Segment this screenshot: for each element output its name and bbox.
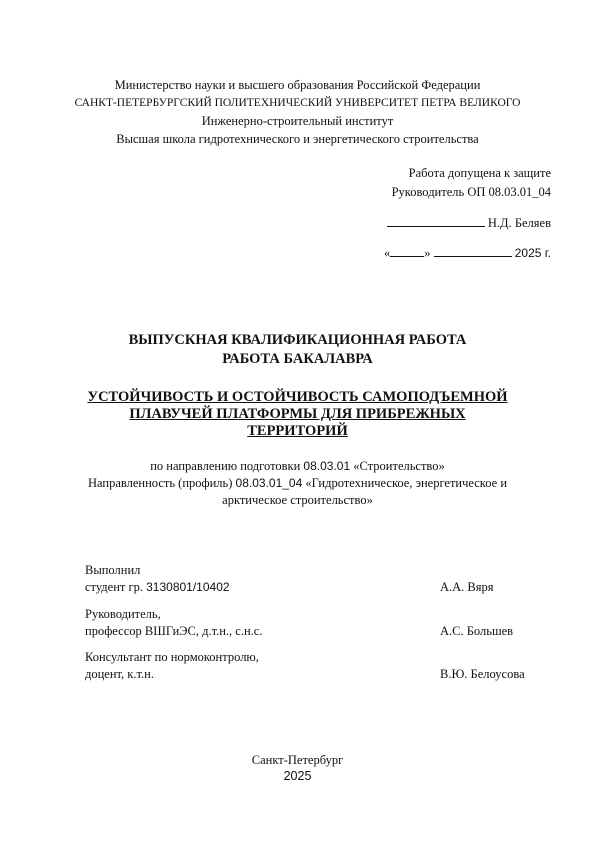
signature-line bbox=[387, 215, 485, 227]
student-name: А.А. Вяря bbox=[440, 580, 494, 594]
school-line: Высшая школа гидротехнического и энергетического строительства bbox=[116, 132, 479, 146]
direction-prefix: по направлению подготовки bbox=[150, 459, 304, 473]
direction-name: «Строительство» bbox=[350, 459, 445, 473]
profile-prefix: Направленность (профиль) bbox=[87, 476, 236, 490]
direction-line-3: арктическое строительство» bbox=[222, 493, 373, 507]
date-day-line bbox=[390, 245, 424, 257]
student-group: 3130801/10402 bbox=[146, 580, 230, 594]
supervisor-name: А.С. Большев bbox=[440, 624, 514, 638]
approval-admitted-line: Работа допущена к защите bbox=[408, 166, 551, 180]
supervisor-position: профессор ВШГиЭС, д.т.н., с.н.с. bbox=[85, 624, 263, 638]
direction-line-1 bbox=[0, 458, 595, 475]
approval-signature-row bbox=[387, 214, 551, 233]
supervisor-label: Руководитель, bbox=[85, 607, 161, 621]
date-open-quote: « bbox=[383, 246, 391, 260]
ministry-line: Министерство науки и высшего образования Российской Федерации bbox=[114, 78, 481, 92]
profile-name: «Гидротехническое, энергетическое и bbox=[302, 476, 508, 490]
footer-year: 2025 bbox=[283, 769, 312, 783]
approval-head-name: Н.Д. Беляев bbox=[487, 216, 551, 230]
topic-line-2: ПЛАВУЧЕЙ ПЛАТФОРМЫ ДЛЯ ПРИБРЕЖНЫХ bbox=[129, 406, 466, 422]
institute-line: Инженерно-строительный институт bbox=[201, 114, 394, 128]
approval-head-title bbox=[392, 183, 551, 202]
date-close-quote: » bbox=[424, 246, 431, 260]
topic-line-1: УСТОЙЧИВОСТЬ И ОСТОЙЧИВОСТЬ САМОПОДЪЕМНОЙ bbox=[87, 389, 508, 405]
date-year: 2025 г. bbox=[514, 246, 551, 260]
profile-code: 08.03.01_04 bbox=[235, 476, 303, 490]
direction-code: 08.03.01 bbox=[303, 459, 351, 473]
consultant-position: доцент, к.т.н. bbox=[85, 667, 154, 681]
work-type-subtitle: РАБОТА БАКАЛАВРА bbox=[222, 351, 373, 367]
student-label: Выполнил bbox=[85, 563, 141, 577]
student-group-prefix: студент гр. bbox=[85, 580, 147, 594]
work-type-title: ВЫПУСКНАЯ КВАЛИФИКАЦИОННАЯ РАБОТА bbox=[128, 332, 467, 348]
approval-date-row bbox=[384, 244, 551, 263]
consultant-name: В.Ю. Белоусова bbox=[440, 667, 525, 681]
topic-line-3: ТЕРРИТОРИЙ bbox=[247, 423, 348, 439]
student-group-line bbox=[85, 579, 230, 596]
direction-line-2 bbox=[0, 475, 595, 492]
date-month-line bbox=[434, 245, 512, 257]
consultant-label: Консультант по нормоконтролю, bbox=[85, 650, 259, 664]
approval-head-title-text: Руководитель ОП 08.03.01_04 bbox=[391, 185, 551, 199]
footer-city: Санкт-Петербург bbox=[251, 753, 344, 767]
university-line: САНКТ-ПЕТЕРБУРГСКИЙ ПОЛИТЕХНИЧЕСКИЙ УНИВЕРСИТЕТ ПЕТРА ВЕЛИКОГО bbox=[74, 97, 521, 109]
